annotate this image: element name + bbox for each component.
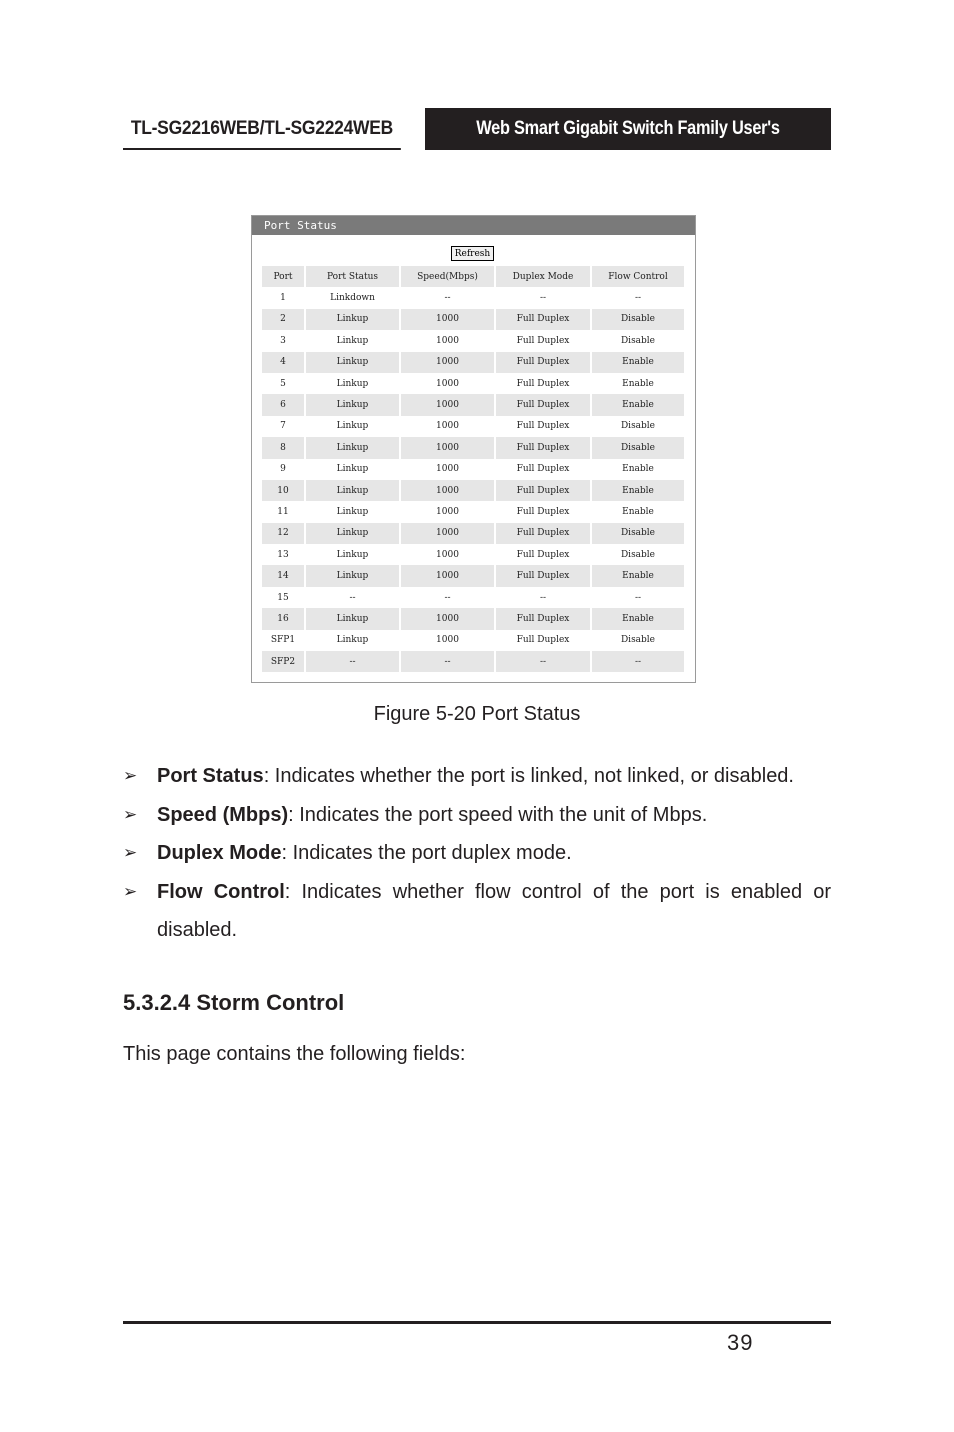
table-row xyxy=(262,437,684,458)
flow-control-cell: Enable xyxy=(592,352,684,373)
flow-control-cell: Disable xyxy=(592,523,684,544)
flow-control-cell: Disable xyxy=(620,549,656,560)
flow-control-cell: Enable xyxy=(622,378,654,389)
duplex-cell: Full Duplex xyxy=(516,506,570,517)
speed-cell: 1000 xyxy=(401,523,494,544)
field-term: Port Status xyxy=(157,765,264,787)
port-status-screenshot xyxy=(251,215,696,683)
port-cell: 2 xyxy=(262,309,304,330)
port-cell: 16 xyxy=(262,608,304,629)
flow-control-cell: Enable xyxy=(592,394,684,415)
arrow-bullet-icon: ➢ xyxy=(123,766,138,785)
header-guide-title xyxy=(425,108,831,181)
field-term: Duplex Mode xyxy=(157,842,282,864)
duplex-cell: -- xyxy=(539,293,547,304)
table-row xyxy=(262,330,684,351)
port-cell: 8 xyxy=(262,437,304,458)
table-row xyxy=(262,501,684,522)
port-status-cell: Linkup xyxy=(336,335,369,346)
flow-control-cell: -- xyxy=(634,293,642,304)
flow-control-cell: Disable xyxy=(592,437,684,458)
port-cell: 14 xyxy=(262,565,304,586)
port-status-cell: Linkup xyxy=(306,394,399,415)
port-status-cell: Linkup xyxy=(306,608,399,629)
port-cell: 1 xyxy=(280,293,286,304)
table-row xyxy=(262,523,684,544)
table-header-row xyxy=(262,266,684,287)
list-item xyxy=(123,873,831,950)
flow-control-cell: Enable xyxy=(622,506,654,517)
section-title: 5.3.2.4 Storm Control xyxy=(123,990,345,1015)
port-cell: 5 xyxy=(280,378,286,389)
table-row xyxy=(262,416,684,437)
port-cell: SFP2 xyxy=(262,651,304,672)
header-model xyxy=(123,108,401,150)
arrow-bullet-icon: ➢ xyxy=(123,881,138,901)
duplex-cell: Full Duplex xyxy=(496,480,590,501)
flow-control-cell: -- xyxy=(634,592,642,603)
port-cell: 10 xyxy=(262,480,304,501)
list-item xyxy=(123,757,831,796)
table-row xyxy=(262,565,684,586)
port-cell: 3 xyxy=(280,335,286,346)
speed-cell: 1000 xyxy=(401,480,494,501)
column-header: Port Status xyxy=(306,266,399,287)
table-row xyxy=(262,651,684,672)
flow-control-cell: Disable xyxy=(592,309,684,330)
port-cell: 6 xyxy=(262,394,304,415)
flow-control-cell: -- xyxy=(592,651,684,672)
column-header: Duplex Mode xyxy=(496,266,590,287)
port-status-cell: Linkup xyxy=(306,523,399,544)
flow-control-cell: Disable xyxy=(620,335,656,346)
duplex-cell: Full Duplex xyxy=(496,565,590,586)
port-cell: 9 xyxy=(280,464,286,475)
duplex-cell: Full Duplex xyxy=(496,608,590,629)
flow-control-cell: Disable xyxy=(620,635,656,646)
header-model-text: TL-SG2216WEB/TL-SG2224WEB xyxy=(130,118,393,139)
duplex-cell: Full Duplex xyxy=(516,421,570,432)
port-status-table xyxy=(260,266,686,672)
speed-cell: 1000 xyxy=(401,352,494,373)
duplex-cell: Full Duplex xyxy=(516,464,570,475)
port-cell: 11 xyxy=(277,506,289,517)
duplex-cell: Full Duplex xyxy=(496,394,590,415)
column-header: Flow Control xyxy=(592,266,684,287)
speed-cell: -- xyxy=(401,651,494,672)
header-guide-title-text: Web Smart Gigabit Switch Family User's Guide xyxy=(476,118,780,181)
arrow-bullet-icon: ➢ xyxy=(123,804,138,824)
field-term: Speed (Mbps) xyxy=(157,803,289,826)
port-status-cell: Linkup xyxy=(336,635,369,646)
duplex-cell: Full Duplex xyxy=(516,635,570,646)
field-term: Flow Control xyxy=(157,880,285,903)
table-row xyxy=(262,608,684,629)
table-body xyxy=(262,287,684,672)
speed-cell: 1000 xyxy=(401,565,494,586)
duplex-cell: -- xyxy=(496,651,590,672)
port-status-cell: Linkup xyxy=(336,506,369,517)
speed-cell: -- xyxy=(444,293,451,304)
speed-cell: 1000 xyxy=(436,378,459,389)
list-item xyxy=(123,796,831,835)
refresh-button[interactable]: Refresh xyxy=(451,246,494,261)
port-cell: 12 xyxy=(262,523,304,544)
field-description: : Indicates whether flow control of the port is enabled or disabled. xyxy=(157,880,831,941)
flow-control-cell: Enable xyxy=(592,608,684,629)
arrow-bullet-icon: ➢ xyxy=(123,843,138,862)
duplex-cell: Full Duplex xyxy=(516,378,570,389)
figure-caption: Figure 5-20 Port Status xyxy=(373,703,581,725)
port-status-cell: Linkup xyxy=(336,464,369,475)
flow-control-cell: Enable xyxy=(592,565,684,586)
flow-control-cell: Disable xyxy=(620,421,656,432)
speed-cell: 1000 xyxy=(401,394,494,415)
speed-cell: 1000 xyxy=(436,549,459,560)
port-cell: 4 xyxy=(262,352,304,373)
duplex-cell: -- xyxy=(539,592,547,603)
port-status-cell: Linkdown xyxy=(330,293,375,304)
speed-cell: 1000 xyxy=(436,421,459,432)
port-cell: 15 xyxy=(277,592,289,603)
duplex-cell: Full Duplex xyxy=(496,309,590,330)
duplex-cell: Full Duplex xyxy=(496,437,590,458)
field-descriptions xyxy=(123,757,831,950)
page-header xyxy=(123,108,831,181)
speed-cell: -- xyxy=(444,592,451,603)
table-row xyxy=(262,630,684,651)
table-row xyxy=(262,480,684,501)
table-row xyxy=(262,287,684,308)
list-item xyxy=(123,834,831,873)
port-status-cell: -- xyxy=(349,592,356,603)
table-row xyxy=(262,373,684,394)
port-cell: SFP1 xyxy=(270,635,296,646)
port-status-cell: Linkup xyxy=(336,549,369,560)
column-header: Port xyxy=(262,266,304,287)
duplex-cell: Full Duplex xyxy=(496,523,590,544)
table-row xyxy=(262,309,684,330)
table-row xyxy=(262,544,684,565)
speed-cell: 1000 xyxy=(436,335,459,346)
port-status-cell: Linkup xyxy=(306,565,399,586)
port-status-cell: Linkup xyxy=(306,309,399,330)
port-status-cell: Linkup xyxy=(306,352,399,373)
speed-cell: 1000 xyxy=(401,608,494,629)
speed-cell: 1000 xyxy=(401,309,494,330)
field-description: : Indicates the port speed with the unit of Mbps. xyxy=(288,803,708,826)
table-row xyxy=(262,352,684,373)
duplex-cell: Full Duplex xyxy=(516,335,570,346)
duplex-cell: Full Duplex xyxy=(496,352,590,373)
speed-cell: 1000 xyxy=(436,635,459,646)
flow-control-cell: Enable xyxy=(592,480,684,501)
port-cell: 13 xyxy=(277,549,289,560)
port-status-cell: Linkup xyxy=(336,378,369,389)
port-status-cell: -- xyxy=(306,651,399,672)
table-row xyxy=(262,459,684,480)
field-description: : Indicates whether the port is linked, not linked, or disabled. xyxy=(263,765,794,787)
table-row xyxy=(262,587,684,608)
page-number: 39 xyxy=(727,1330,754,1355)
intro-text: This page contains the following fields: xyxy=(123,1043,466,1065)
field-description: : Indicates the port duplex mode. xyxy=(281,842,572,864)
duplex-cell: Full Duplex xyxy=(516,549,570,560)
column-header: Speed(Mbps) xyxy=(401,266,494,287)
flow-control-cell: Enable xyxy=(622,464,654,475)
speed-cell: 1000 xyxy=(401,437,494,458)
port-status-cell: Linkup xyxy=(306,480,399,501)
panel-title: Port Status xyxy=(252,216,695,235)
port-cell: 7 xyxy=(280,421,286,432)
port-status-cell: Linkup xyxy=(336,421,369,432)
speed-cell: 1000 xyxy=(436,464,459,475)
speed-cell: 1000 xyxy=(436,506,459,517)
port-status-cell: Linkup xyxy=(306,437,399,458)
table-row xyxy=(262,394,684,415)
footer-divider xyxy=(123,1321,831,1324)
